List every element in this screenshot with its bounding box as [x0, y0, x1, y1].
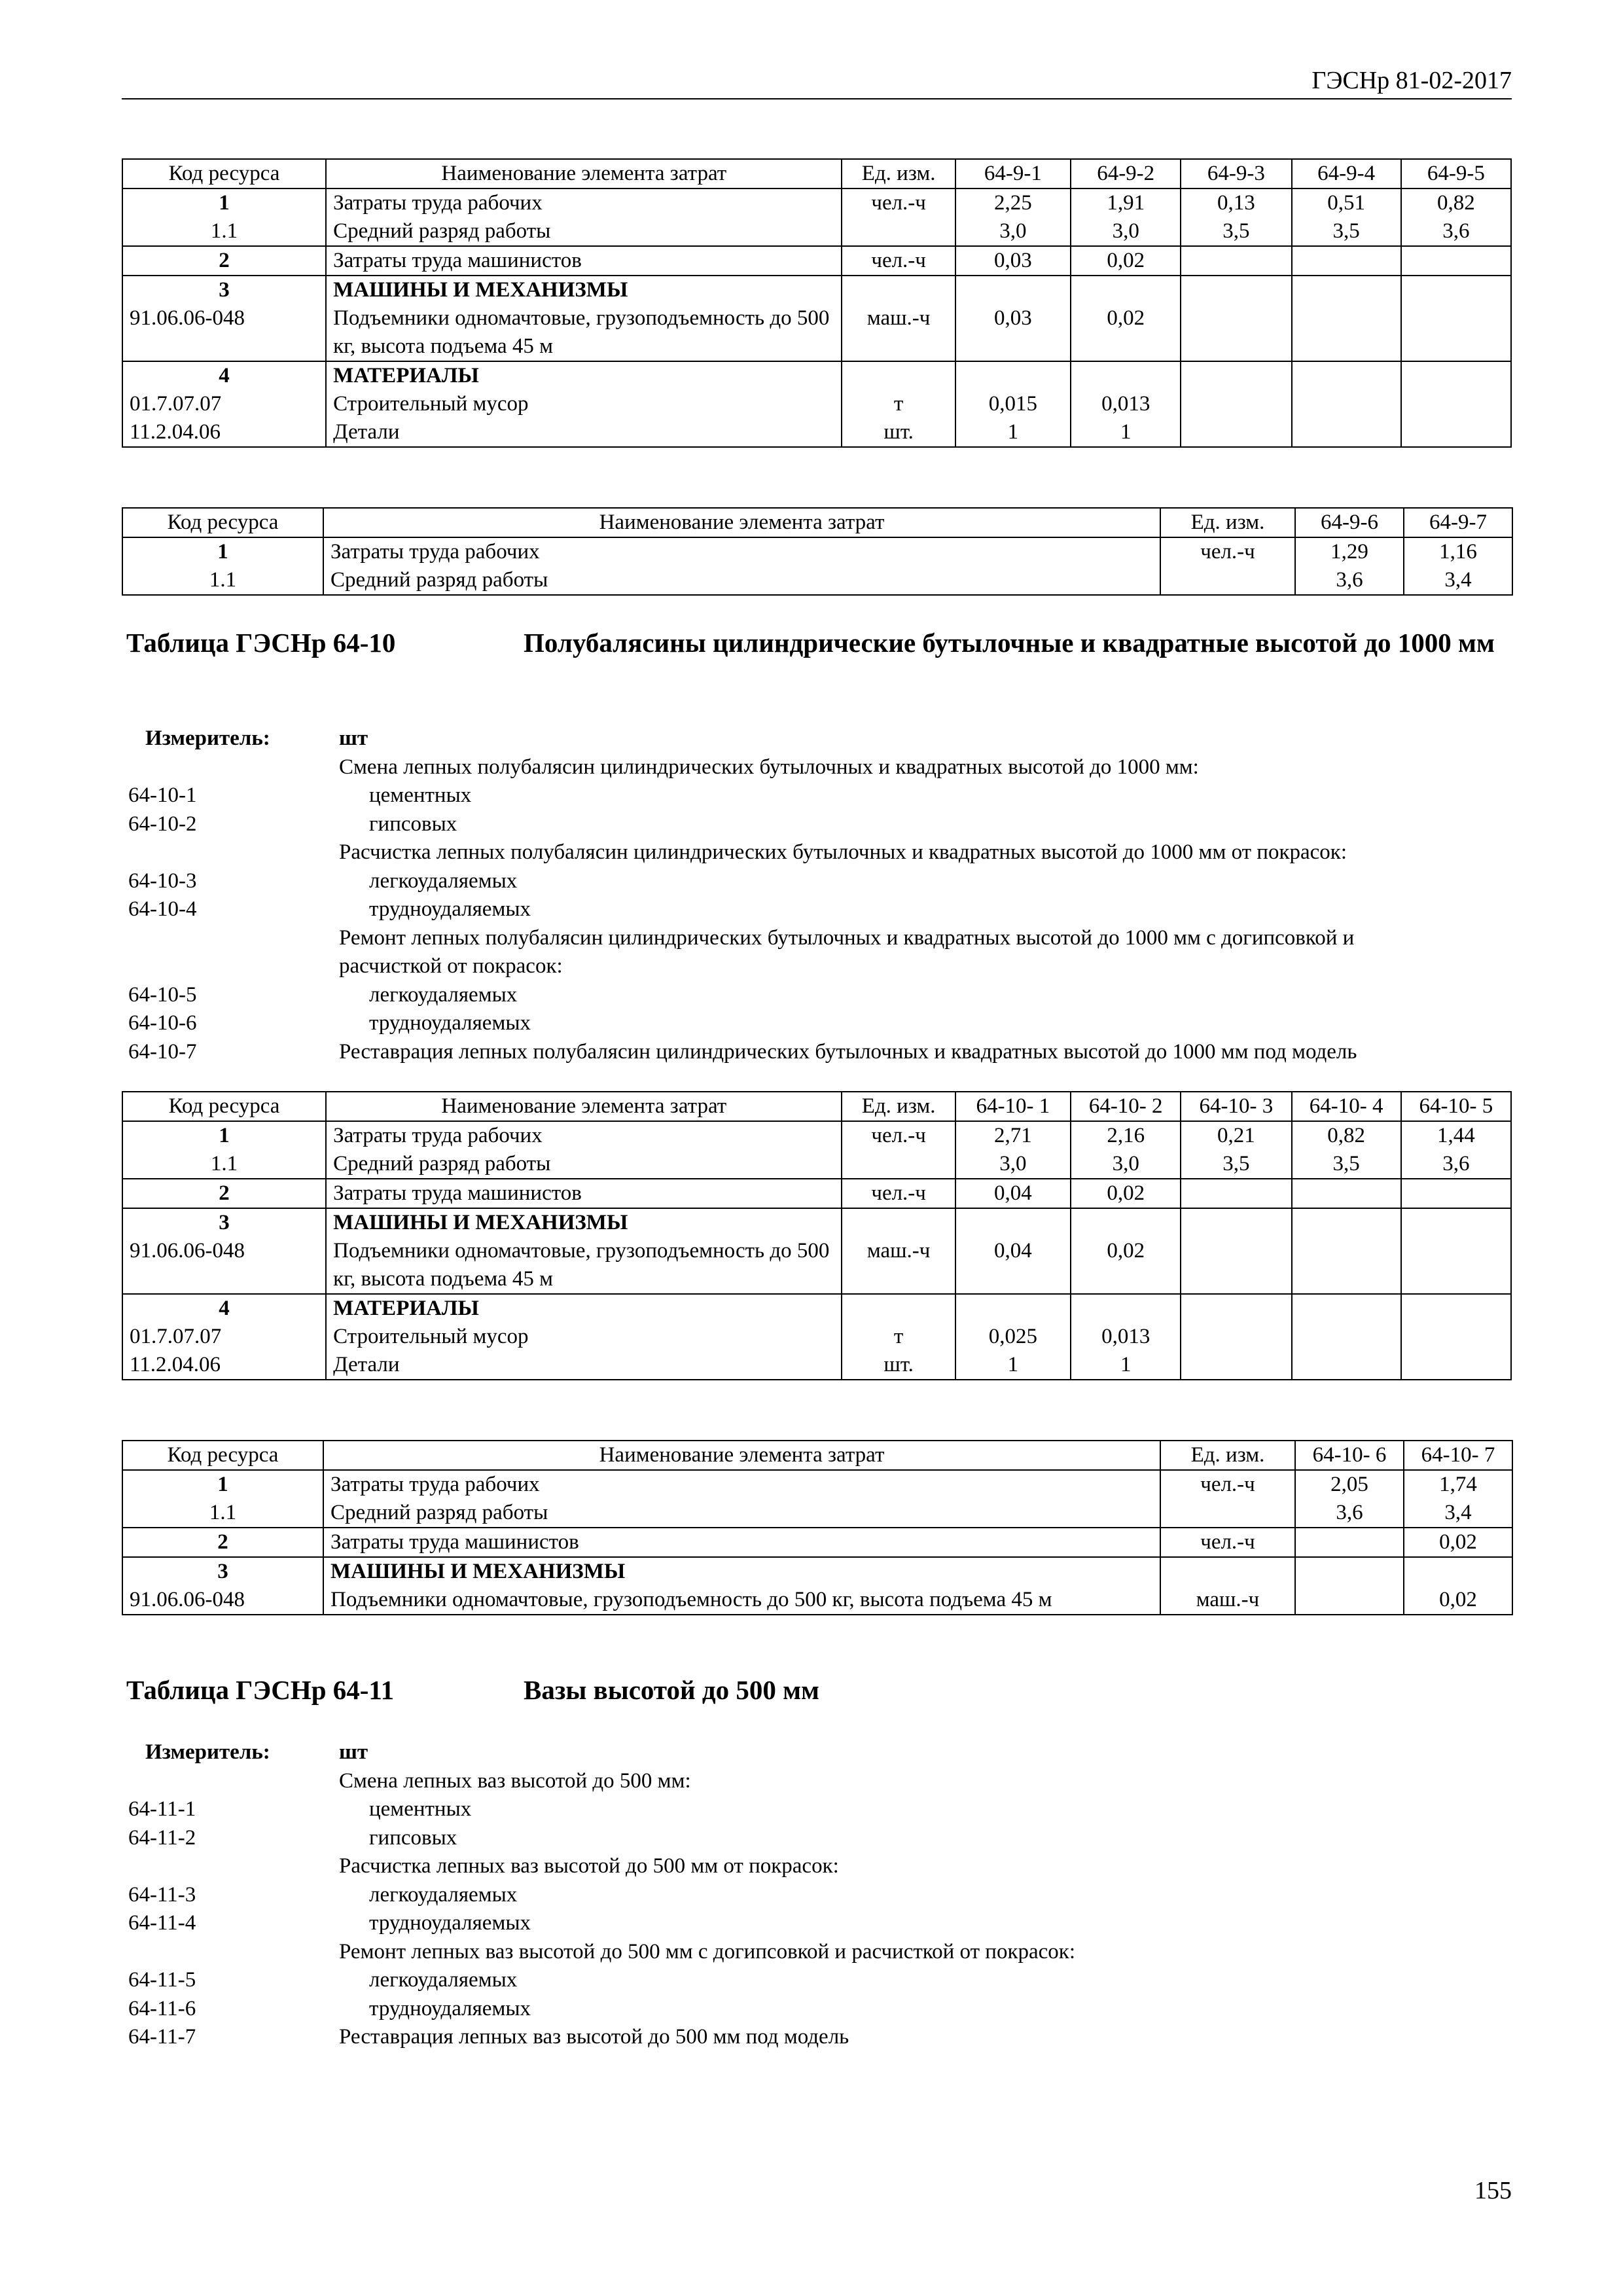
norm-value: 2,05 [1295, 1470, 1404, 1499]
resource-code: 1 [122, 188, 326, 217]
table-row [122, 390, 1511, 418]
list-item [128, 1795, 1535, 1824]
work-code: 64-11-7 [128, 2025, 196, 2049]
header-norm: 64-10- 5 [1401, 1092, 1511, 1121]
unit: шт. [842, 418, 955, 447]
norm-value [1181, 418, 1291, 447]
unit [842, 217, 955, 246]
meter-row [128, 1738, 1535, 1767]
empty-cell [1401, 1208, 1511, 1237]
norm-value [1295, 1528, 1404, 1557]
norm-value [1181, 390, 1291, 418]
header-norm: 64-9-6 [1295, 508, 1404, 537]
norm-value: 1,74 [1404, 1470, 1512, 1499]
work-code: 64-10-4 [128, 897, 197, 921]
unit [1160, 566, 1295, 595]
list-item [128, 753, 1535, 782]
work-description: Реставрация лепных ваз высотой до 500 мм под модель [339, 2025, 849, 2049]
empty-cell [1292, 1208, 1401, 1237]
group-heading: МАТЕРИАЛЫ [326, 361, 842, 390]
table-row [122, 1499, 1512, 1528]
norm-value: 0,04 [955, 1237, 1071, 1294]
cost-element-name: Средний разряд работы [323, 566, 1160, 595]
norm-value: 1 [955, 1351, 1071, 1380]
table-row [122, 1179, 1511, 1208]
work-description: цементных [369, 1797, 472, 1821]
work-code: 64-11-1 [128, 1797, 196, 1821]
norm-value: 3,6 [1401, 1150, 1511, 1179]
norm-value: 3,6 [1295, 566, 1404, 595]
norm-value [1292, 1323, 1401, 1351]
table-header-row [122, 1092, 1511, 1121]
page-number: 155 [1474, 2177, 1512, 2204]
norm-value [1181, 1351, 1291, 1380]
norm-value [1401, 1351, 1511, 1380]
table-row [122, 1323, 1511, 1351]
norm-value [1292, 1351, 1401, 1380]
cost-element-name: Строительный мусор [326, 1323, 842, 1351]
norm-value: 0,13 [1181, 188, 1291, 217]
page-header [122, 65, 1512, 99]
norm-value [1292, 304, 1401, 361]
cost-element-name: Затраты труда машинистов [326, 246, 842, 276]
norm-value: 3,5 [1181, 217, 1291, 246]
list-item [128, 1852, 1535, 1881]
cost-element-name: Подъемники одномачтовые, грузоподъемность до 500 кг, высота подъема 45 м [323, 1586, 1160, 1615]
header-norm: 64-9-3 [1181, 159, 1291, 188]
norm-value: 3,6 [1295, 1499, 1404, 1528]
norm-value [1295, 1586, 1404, 1615]
empty-cell [1071, 1294, 1181, 1323]
norm-value [1181, 1323, 1291, 1351]
header-cost-element: Наименование элемента затрат [326, 159, 842, 188]
work-description: Смена лепных ваз высотой до 500 мм: [339, 1768, 691, 1793]
work-description: трудноудаляемых [369, 1911, 531, 1935]
list-item [128, 2023, 1535, 2052]
header-cost-element: Наименование элемента затрат [323, 1441, 1160, 1470]
cost-element-name: Затраты труда рабочих [323, 537, 1160, 566]
norm-value: 2,71 [955, 1121, 1071, 1150]
header-norm: 64-10- 7 [1404, 1441, 1512, 1470]
header-norm: 64-9-4 [1292, 159, 1401, 188]
header-unit: Ед. изм. [1160, 1441, 1295, 1470]
meter-unit: шт [339, 1740, 368, 1764]
work-description: Расчистка лепных ваз высотой до 500 мм от покрасок: [339, 1854, 839, 1878]
list-item [128, 952, 1535, 981]
unit: маш.-ч [842, 1237, 955, 1294]
resource-code: 91.06.06-048 [122, 304, 326, 361]
table-row [122, 1586, 1512, 1615]
document-code: ГЭСНр 81-02-2017 [1311, 67, 1512, 94]
resource-code: 1.1 [122, 1499, 323, 1528]
header-norm: 64-10- 2 [1071, 1092, 1181, 1121]
work-description: гипсовых [369, 812, 457, 836]
empty-cell [842, 1294, 955, 1323]
norm-value [1181, 1237, 1291, 1294]
empty-cell [1404, 1557, 1512, 1586]
list-item [128, 1966, 1535, 1995]
resource-table-64-9-b [122, 507, 1513, 596]
list-item [128, 1881, 1535, 1910]
norm-value: 1,91 [1071, 188, 1181, 217]
list-item [128, 810, 1535, 839]
header-norm: 64-9-1 [955, 159, 1071, 188]
work-code: 64-10-7 [128, 1039, 197, 1064]
empty-cell [1295, 1557, 1404, 1586]
table-row [122, 361, 1511, 390]
norm-value: 0,02 [1071, 1237, 1181, 1294]
list-item [128, 867, 1535, 896]
norm-value: 0,51 [1292, 188, 1401, 217]
norm-value: 3,4 [1404, 1499, 1512, 1528]
work-description: расчисткой от покрасок: [339, 954, 563, 978]
cost-element-name: Подъемники одномачтовые, грузоподъемность до 500 кг, высота подъема 45 м [326, 304, 842, 361]
table-row [122, 566, 1512, 595]
header-norm: 64-9-5 [1401, 159, 1511, 188]
norm-value: 3,0 [955, 217, 1071, 246]
cost-element-name: Затраты труда машинистов [326, 1179, 842, 1208]
norm-value: 3,6 [1401, 217, 1511, 246]
resource-code: 2 [122, 1528, 323, 1557]
table-header-row [122, 1441, 1512, 1470]
norm-value [1181, 1179, 1291, 1208]
empty-cell [1181, 361, 1291, 390]
header-resource-code: Код ресурса [122, 508, 323, 537]
group-heading: МАШИНЫ И МЕХАНИЗМЫ [326, 1208, 842, 1237]
norm-value [1401, 246, 1511, 276]
work-code: 64-10-1 [128, 783, 197, 807]
table-label: Таблица ГЭСНр 64-11 [126, 1675, 395, 1705]
resource-code: 01.7.07.07 [122, 1323, 326, 1351]
work-code: 64-11-4 [128, 1911, 196, 1935]
header-norm: 64-9-2 [1071, 159, 1181, 188]
resource-code: 1 [122, 537, 323, 566]
table-title: Вазы высотой до 500 мм [524, 1675, 819, 1705]
work-description: трудноудаляемых [369, 1011, 531, 1035]
cost-element-name: Детали [326, 418, 842, 447]
norm-value [1401, 1179, 1511, 1208]
resource-code: 91.06.06-048 [122, 1586, 323, 1615]
list-item [128, 1995, 1535, 2024]
work-description: легкоудаляемых [369, 869, 518, 893]
empty-cell [955, 276, 1071, 304]
table-row [122, 1150, 1511, 1179]
norm-value: 0,02 [1404, 1528, 1512, 1557]
cost-element-name: Средний разряд работы [326, 1150, 842, 1179]
work-description: гипсовых [369, 1825, 457, 1850]
norm-value: 1,16 [1404, 537, 1512, 566]
work-code: 64-11-3 [128, 1882, 196, 1907]
table-row [122, 217, 1511, 246]
norm-value [1401, 418, 1511, 447]
header-resource-code: Код ресурса [122, 1441, 323, 1470]
list-item [128, 838, 1535, 867]
resource-code: 91.06.06-048 [122, 1237, 326, 1294]
header-cost-element: Наименование элемента затрат [326, 1092, 842, 1121]
norm-value: 0,02 [1071, 246, 1181, 276]
resource-code: 3 [122, 276, 326, 304]
norm-value: 3,5 [1292, 1150, 1401, 1179]
norm-value [1292, 390, 1401, 418]
empty-cell [1401, 1294, 1511, 1323]
empty-cell [842, 361, 955, 390]
norm-value: 3,5 [1292, 217, 1401, 246]
norm-value [1292, 418, 1401, 447]
norm-value: 2,16 [1071, 1121, 1181, 1150]
norm-value: 0,025 [955, 1323, 1071, 1351]
header-resource-code: Код ресурса [122, 159, 326, 188]
empty-cell [842, 1208, 955, 1237]
work-code: 64-10-3 [128, 869, 197, 893]
list-item [128, 981, 1535, 1010]
table-row [122, 1557, 1512, 1586]
empty-cell [842, 276, 955, 304]
norm-value: 3,5 [1181, 1150, 1291, 1179]
header-unit: Ед. изм. [842, 1092, 955, 1121]
resource-code: 2 [122, 246, 326, 276]
unit [1160, 1499, 1295, 1528]
table-header-row [122, 159, 1511, 188]
empty-cell [1181, 276, 1291, 304]
list-item [128, 1767, 1535, 1796]
list-item [128, 924, 1535, 953]
norm-value [1401, 390, 1511, 418]
cost-element-name: Средний разряд работы [326, 217, 842, 246]
work-description: цементных [369, 783, 472, 807]
work-code: 64-11-5 [128, 1968, 196, 1992]
empty-cell [1181, 1208, 1291, 1237]
norm-value: 0,82 [1401, 188, 1511, 217]
norm-value: 0,013 [1071, 1323, 1181, 1351]
work-code: 64-11-2 [128, 1825, 196, 1850]
work-description: легкоудаляемых [369, 1882, 518, 1907]
norm-value: 0,03 [955, 246, 1071, 276]
table-row [122, 276, 1511, 304]
unit: маш.-ч [842, 304, 955, 361]
meter-label: Измеритель: [145, 726, 270, 750]
work-code: 64-10-5 [128, 982, 197, 1007]
header-resource-code: Код ресурса [122, 1092, 326, 1121]
meter-unit: шт [339, 726, 368, 750]
empty-cell [1292, 1294, 1401, 1323]
empty-cell [1401, 361, 1511, 390]
header-norm: 64-9-7 [1404, 508, 1512, 537]
header-cost-element: Наименование элемента затрат [323, 508, 1160, 537]
work-code: 64-10-6 [128, 1011, 197, 1035]
table-row [122, 1294, 1511, 1323]
norm-value [1401, 1323, 1511, 1351]
norm-value [1181, 246, 1291, 276]
list-item [128, 1909, 1535, 1938]
empty-cell [1071, 276, 1181, 304]
norm-value [1181, 304, 1291, 361]
resource-code: 1.1 [122, 1150, 326, 1179]
norm-value [1401, 304, 1511, 361]
cost-element-name: Подъемники одномачтовые, грузоподъемность до 500 кг, высота подъема 45 м [326, 1237, 842, 1294]
list-item [128, 895, 1535, 924]
header-norm: 64-10- 4 [1292, 1092, 1401, 1121]
unit [842, 1150, 955, 1179]
empty-cell [1071, 1208, 1181, 1237]
group-heading: МАШИНЫ И МЕХАНИЗМЫ [326, 276, 842, 304]
empty-cell [1401, 276, 1511, 304]
norm-value: 0,015 [955, 390, 1071, 418]
list-item [128, 1038, 1535, 1067]
resource-code: 1 [122, 1470, 323, 1499]
norm-value: 0,02 [1404, 1586, 1512, 1615]
table-row [122, 188, 1511, 217]
norm-value: 0,013 [1071, 390, 1181, 418]
unit: чел.-ч [842, 246, 955, 276]
work-description: трудноудаляемых [369, 1996, 531, 2020]
cost-element-name: Строительный мусор [326, 390, 842, 418]
resource-code: 1 [122, 1121, 326, 1150]
cost-element-name: Затраты труда рабочих [323, 1470, 1160, 1499]
meter-label: Измеритель: [145, 1740, 270, 1764]
norm-value: 1 [1071, 418, 1181, 447]
table-row [122, 246, 1511, 276]
norm-value: 1,29 [1295, 537, 1404, 566]
table-row [122, 1351, 1511, 1380]
norm-value: 3,0 [1071, 217, 1181, 246]
norm-value: 0,21 [1181, 1121, 1291, 1150]
resource-code: 3 [122, 1557, 323, 1586]
table-row [122, 418, 1511, 447]
unit: чел.-ч [1160, 1528, 1295, 1557]
list-item [128, 781, 1535, 810]
group-heading: МАШИНЫ И МЕХАНИЗМЫ [323, 1557, 1160, 1586]
work-description: трудноудаляемых [369, 897, 531, 921]
resource-code: 11.2.04.06 [122, 1351, 326, 1380]
empty-cell [1181, 1294, 1291, 1323]
header-norm: 64-10- 1 [955, 1092, 1071, 1121]
header-norm: 64-10- 6 [1295, 1441, 1404, 1470]
resource-table-64-10-b [122, 1440, 1513, 1615]
header-unit: Ед. изм. [842, 159, 955, 188]
norm-value: 0,82 [1292, 1121, 1401, 1150]
norm-value: 1 [1071, 1351, 1181, 1380]
resource-code: 4 [122, 361, 326, 390]
unit: чел.-ч [1160, 537, 1295, 566]
resource-code: 3 [122, 1208, 326, 1237]
norm-value: 0,02 [1071, 1179, 1181, 1208]
empty-cell [1071, 361, 1181, 390]
cost-element-name: Детали [326, 1351, 842, 1380]
work-code: 64-10-2 [128, 812, 197, 836]
list-item [128, 1009, 1535, 1038]
norm-value [1401, 1237, 1511, 1294]
unit: чел.-ч [1160, 1470, 1295, 1499]
empty-cell [1292, 361, 1401, 390]
resource-table-64-9-a [122, 158, 1512, 448]
header-norm: 64-10- 3 [1181, 1092, 1291, 1121]
header-unit: Ед. изм. [1160, 508, 1295, 537]
norm-value [1292, 246, 1401, 276]
norm-value [1292, 1179, 1401, 1208]
unit: шт. [842, 1351, 955, 1380]
norm-value: 2,25 [955, 188, 1071, 217]
unit: т [842, 390, 955, 418]
table-row [122, 1528, 1512, 1557]
unit: т [842, 1323, 955, 1351]
resource-code: 4 [122, 1294, 326, 1323]
work-description: легкоудаляемых [369, 1968, 518, 1992]
empty-cell [955, 1294, 1071, 1323]
norm-value: 3,0 [1071, 1150, 1181, 1179]
cost-element-name: Затраты труда машинистов [323, 1528, 1160, 1557]
list-item [128, 1938, 1535, 1967]
empty-cell [1160, 1557, 1295, 1586]
cost-element-name: Затраты труда рабочих [326, 1121, 842, 1150]
meter-row [128, 725, 1535, 753]
table-header-row [122, 508, 1512, 537]
norm-value [1292, 1237, 1401, 1294]
norm-value: 0,02 [1071, 304, 1181, 361]
resource-code: 1.1 [122, 566, 323, 595]
unit: чел.-ч [842, 1179, 955, 1208]
resource-code: 11.2.04.06 [122, 418, 326, 447]
work-description: Ремонт лепных ваз высотой до 500 мм с догипсовкой и расчисткой от покрасок: [339, 1939, 1075, 1964]
meter-block-64-11 [128, 1738, 1535, 2052]
work-description: Ремонт лепных полубалясин цилиндрических бутылочных и квадратных высотой до 1000 мм с догипсовкой и [339, 925, 1355, 950]
work-description: Реставрация лепных полубалясин цилиндрических бутылочных и квадратных высотой до 1000 мм под модель [339, 1039, 1357, 1064]
empty-cell [955, 1208, 1071, 1237]
norm-value: 0,03 [955, 304, 1071, 361]
empty-cell [955, 361, 1071, 390]
cost-element-name: Затраты труда рабочих [326, 188, 842, 217]
work-code: 64-11-6 [128, 1996, 196, 2020]
resource-code: 1.1 [122, 217, 326, 246]
work-description: легкоудаляемых [369, 982, 518, 1007]
resource-code: 2 [122, 1179, 326, 1208]
list-item [128, 1824, 1535, 1853]
resource-code: 01.7.07.07 [122, 390, 326, 418]
cost-element-name: Средний разряд работы [323, 1499, 1160, 1528]
work-description: Смена лепных полубалясин цилиндрических бутылочных и квадратных высотой до 1000 мм: [339, 755, 1199, 779]
table-title: Полубалясины цилиндрические бутылочные и квадратные высотой до 1000 мм [524, 628, 1495, 658]
norm-value: 3,4 [1404, 566, 1512, 595]
table-row [122, 537, 1512, 566]
table-row [122, 1208, 1511, 1237]
empty-cell [1292, 276, 1401, 304]
norm-value: 1 [955, 418, 1071, 447]
unit: чел.-ч [842, 188, 955, 217]
work-description: Расчистка лепных полубалясин цилиндрических бутылочных и квадратных высотой до 1000 мм от покрасок: [339, 840, 1347, 864]
table-row [122, 1121, 1511, 1150]
table-row [122, 304, 1511, 361]
group-heading: МАТЕРИАЛЫ [326, 1294, 842, 1323]
norm-value: 1,44 [1401, 1121, 1511, 1150]
unit: чел.-ч [842, 1121, 955, 1150]
meter-block-64-10 [128, 725, 1535, 1066]
table-row [122, 1470, 1512, 1499]
table-label: Таблица ГЭСНр 64-10 [126, 628, 396, 658]
norm-value: 0,04 [955, 1179, 1071, 1208]
table-row [122, 1237, 1511, 1294]
resource-table-64-10-a [122, 1091, 1512, 1380]
norm-value: 3,0 [955, 1150, 1071, 1179]
unit: маш.-ч [1160, 1586, 1295, 1615]
